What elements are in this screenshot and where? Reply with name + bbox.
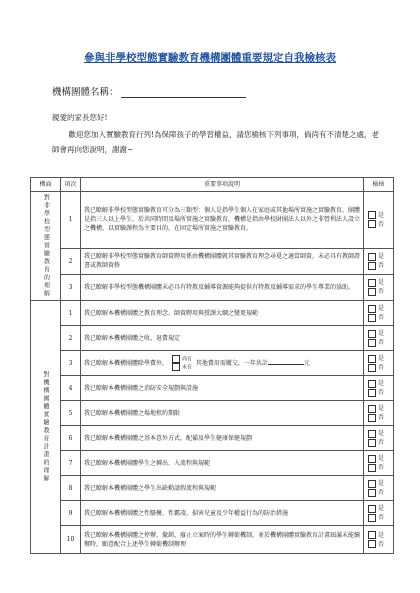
page-title: 參與非學校型態實驗教育機構團體重要規定自我檢核表 [84,52,336,64]
table-header-row [31,178,394,192]
no-label: 否 [378,464,385,471]
row-number: 9 [61,501,81,526]
check-cell [364,451,394,476]
row-number: 8 [61,476,81,501]
yes-label: 是 [378,531,385,539]
intro-paragraph: 歡迎您加入實驗教育行列!為保障孩子的學習權益，請您檢核下列事項，倘尚有不清楚之處，老師會再向您說明，謝謝~ [52,130,380,154]
yes-checkbox[interactable] [368,211,376,219]
row-text: 我已瞭解本機構團體之停辦、撤銷、廢止立案時的學生轉銜機制，並於機構團體實驗教育計畫屆滿未能續辦時，願意配合上述學生轉銜機制辦理 [81,526,364,554]
yes-checkbox[interactable] [368,480,376,488]
yes-label: 是 [378,253,385,261]
table-row [31,426,394,451]
row-number: 2 [61,326,81,351]
check-cell [364,401,394,426]
row-text: 我已瞭解本機構團體之消防安全規劃與設施 [81,376,364,401]
check-cell [364,426,394,451]
yes-label: 是 [378,330,385,337]
no-checkbox[interactable] [368,314,376,322]
no-checkbox[interactable] [368,489,376,497]
org-name-field [52,84,246,98]
header-description: 重要事項說明 [81,178,364,192]
fee-text-a: 我已瞭解本機構團體除學費外， [84,359,169,367]
table-row [31,248,394,274]
has-fee-checkbox[interactable] [172,355,180,363]
row-text: 我已瞭解本機構團體之性騷擾、性霸凌、損害兒童及少年權益行為的防治措施 [81,501,364,526]
row-number: 1 [61,301,81,326]
yes-checkbox[interactable] [368,531,376,539]
row-number: 1 [61,192,81,249]
table-row [31,451,394,476]
row-text: 我已瞭解本機構團體學生之轉出、入流程與規範 [81,451,364,476]
yes-label: 是 [378,505,385,512]
check-cell [364,248,394,274]
check-cell [364,526,394,554]
table-row [31,326,394,351]
check-cell [364,192,394,249]
table-row [31,351,394,376]
no-label: 否 [378,288,385,296]
has-fee-label: 尚有 [181,356,192,362]
row-number: 4 [61,376,81,401]
no-label: 否 [378,364,385,371]
row-text [81,351,364,376]
yes-label: 是 [378,405,385,412]
row-text: 我已瞭解本機構團體之基本意外方式，配備及學生健康保健規劃 [81,426,364,451]
yes-checkbox[interactable] [368,505,376,513]
no-checkbox[interactable] [368,288,376,296]
no-label: 否 [378,540,385,548]
yes-checkbox[interactable] [368,305,376,313]
table-row [31,376,394,401]
check-cell [364,501,394,526]
org-name-label: 機構團體名稱： [52,87,119,98]
org-name-blank[interactable] [121,87,246,98]
greeting: 親愛的家長您好! [52,113,108,122]
table-row [31,301,394,326]
section-label-understanding: 對非學校型態實驗教育的理解 [31,192,61,301]
no-checkbox[interactable] [368,439,376,447]
fee-amount-blank[interactable] [268,357,304,365]
no-checkbox[interactable] [368,220,376,228]
table-row [31,192,394,249]
no-label: 否 [378,489,385,496]
fee-options [172,355,192,372]
no-label: 否 [378,262,385,270]
table-row [31,476,394,501]
check-cell [364,376,394,401]
yes-label: 是 [378,480,385,487]
fee-text-b: 其他費用需繳交，一年共計 [195,359,268,367]
yes-checkbox[interactable] [368,430,376,438]
no-label: 否 [378,389,385,396]
no-checkbox[interactable] [368,262,376,270]
row-text: 我已瞭解本機構團體之收、退費規定 [81,326,364,351]
table-row [31,501,394,526]
row-text: 我已瞭解本機構團體之學生出缺勤請假流程與規範 [81,476,364,501]
table-row [31,526,394,554]
row-number: 6 [61,426,81,451]
no-checkbox[interactable] [368,339,376,347]
checklist-table [30,177,394,554]
check-cell [364,274,394,300]
no-label: 否 [378,514,385,521]
no-label: 否 [378,414,385,421]
yes-checkbox[interactable] [368,380,376,388]
no-fee-label: 未有 [181,364,192,371]
no-checkbox[interactable] [368,514,376,522]
table-row [31,274,394,300]
row-number: 2 [61,248,81,274]
yes-checkbox[interactable] [368,330,376,338]
no-label: 否 [378,220,385,228]
header-check: 檢核 [364,178,394,192]
yes-label: 是 [378,355,385,362]
header-item: 項次 [61,178,81,192]
yes-label: 是 [378,380,385,387]
yes-label: 是 [378,430,385,437]
no-label: 否 [378,314,385,321]
row-text: 我已瞭解本機構團體之場地租約期限 [81,401,364,426]
yes-label: 是 [378,305,385,312]
no-checkbox[interactable] [368,414,376,422]
no-checkbox[interactable] [368,464,376,472]
row-text: 我已瞭解非學校型態機構團體未必具有特教及輔導資源能夠提供有特教及輔導需求的學生專業的協助。 [81,274,364,300]
section-label-plan: 對機構團體實驗教育計畫的理解 [31,301,61,554]
row-number: 5 [61,401,81,426]
no-checkbox[interactable] [368,364,376,372]
row-number: 10 [61,526,81,554]
no-fee-checkbox[interactable] [172,363,180,371]
yes-checkbox[interactable] [368,355,376,363]
row-number: 3 [61,351,81,376]
check-cell [364,476,394,501]
no-label: 否 [378,439,385,446]
row-text: 我已瞭解非學校型態實驗教育師資聘用係由機構團體就其實驗教育理念尋覓之適當師資，未必具有教師證書或教師資格 [81,248,364,274]
table-row [31,401,394,426]
row-number: 7 [61,451,81,476]
yes-checkbox[interactable] [368,253,376,261]
fee-unit: 元 [303,359,310,367]
row-text: 我已瞭解非學校型態實驗教育可分為三類型：個人是指學生個人在家庭或其他場所實施之實驗教育，團體是指三人以上學生，於共同時間及場所實施之實驗教育，機構是指由學校財團法人以外之非營利法人設立之機構，以實驗課程為主要目的，在固定場所實施之實驗教育。 [81,192,364,249]
yes-label: 是 [378,455,385,462]
header-aspect: 構面 [31,178,61,192]
yes-label: 是 [378,211,385,219]
no-checkbox[interactable] [368,540,376,548]
no-label: 否 [378,339,385,346]
row-text: 我已瞭解本機構團體之教育理念、師資聘用與授課大綱之變更規範 [81,301,364,326]
yes-checkbox[interactable] [368,455,376,463]
check-cell [364,351,394,376]
row-number: 3 [61,274,81,300]
check-cell [364,326,394,351]
yes-label: 是 [378,279,385,287]
no-checkbox[interactable] [368,389,376,397]
check-cell [364,301,394,326]
yes-checkbox[interactable] [368,279,376,287]
yes-checkbox[interactable] [368,405,376,413]
